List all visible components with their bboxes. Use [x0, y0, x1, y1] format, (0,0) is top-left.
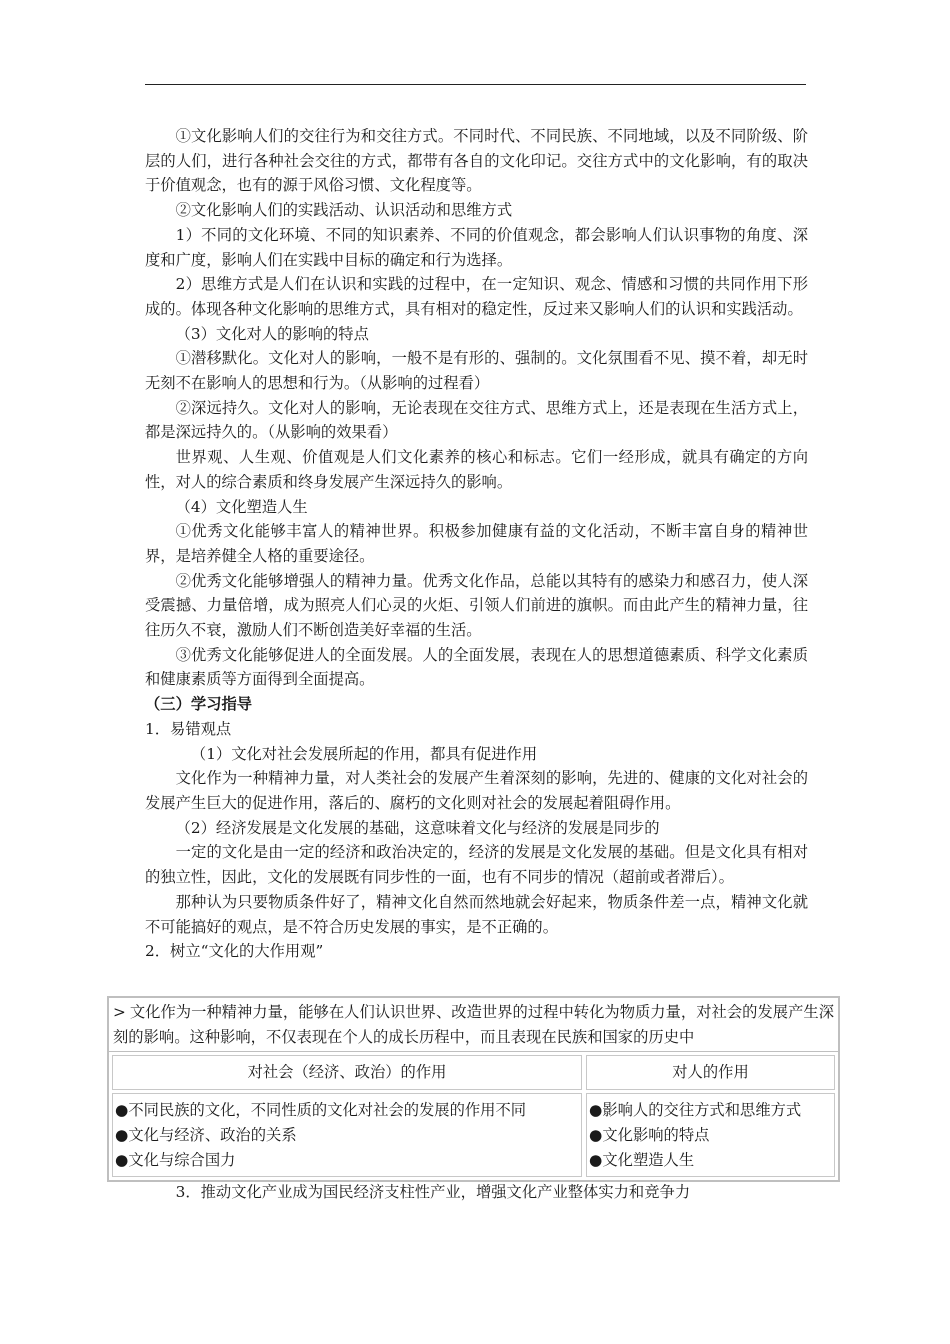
table-left-body — [112, 1093, 582, 1177]
table-grid — [109, 1052, 838, 1180]
table-right-header: 对人的作用 — [586, 1055, 835, 1090]
paragraph: 那种认为只要物质条件好了，精神文化自然而然地就会好起来，物质条件差一点，精神文化就不可能搞好的观点，是不符合历史发展的事实，是不正确的。 — [145, 892, 808, 936]
paragraph: ②优秀文化能够增强人的精神力量。优秀文化作品，总能以其特有的感染力和感召力，使人深受震撼、力量倍增，成为照亮人们心灵的火炬、引领人们前进的旗帜。而由此产生的精神力量，往往历久不衰，激励人们不断创造美好幸福的生活。 — [145, 571, 808, 640]
table-right-column — [586, 1055, 835, 1177]
paragraph: ②深远持久。文化对人的影响，无论表现在交往方式、思维方式上，还是表现在生活方式上，都是深远持久的。（从影响的效果看） — [145, 398, 808, 442]
paragraph: （三）学习指导 — [145, 695, 253, 714]
paragraph: 文化作为一种精神力量，对人类社会的发展产生着深刻的影响，先进的、健康的文化对社会的发展产生巨大的促进作用，落后的、腐朽的文化则对社会的发展起着阻碍作用。 — [145, 769, 808, 812]
table-intro-text: 文化作为一种精神力量，能够在人们认识世界、改造世界的过程中转化为物质力量，对社会的发展产生深刻的影响。这种影响，不仅表现在个人的成长历程中，而且表现在民族和国家的历史中 — [113, 1003, 834, 1046]
list-item: ●影响人的交往方式和思维方式 — [589, 1101, 802, 1120]
arrow-icon: > — [113, 1003, 126, 1021]
header-rule — [145, 84, 806, 85]
list-item: ●文化与综合国力 — [115, 1150, 236, 1169]
closing-paragraph — [145, 1180, 808, 1205]
paragraph: ②文化影响人们的实践活动、认识活动和思维方式 — [175, 201, 513, 220]
list-item: ●文化影响的特点 — [589, 1125, 710, 1144]
paragraph: 2．树立“文化的大作用观” — [145, 942, 324, 961]
table-right-body — [586, 1093, 835, 1177]
table-left-header: 对社会（经济、政治）的作用 — [112, 1055, 582, 1090]
paragraph: ①优秀文化能够丰富人的精神世界。积极参加健康有益的文化活动，不断丰富自身的精神世界，是培养健全人格的重要途径。 — [145, 522, 808, 565]
paragraph: 1）不同的文化环境、不同的知识素养、不同的价值观念，都会影响人们认识事物的角度、深度和广度，影响人们在实践中目标的确定和行为选择。 — [145, 225, 808, 269]
closing-text: 3．推动文化产业成为国民经济支柱性产业，增强文化产业整体实力和竞争力 — [175, 1183, 691, 1201]
paragraph: 2）思维方式是人们在认识和实践的过程中，在一定知识、观念、情感和习惯的共同作用下形成的。体现各种文化影响的思维方式，具有相对的稳定性，反过来又影响人们的认识和实践活动。 — [145, 275, 808, 318]
paragraph: （2）经济发展是文化发展的基础，这意味着文化与经济的发展是同步的 — [175, 818, 660, 837]
list-item: ●不同民族的文化，不同性质的文化对社会的发展的作用不同 — [115, 1101, 527, 1120]
paragraph: 1．易错观点 — [145, 719, 232, 738]
paragraph: （1）文化对社会发展所起的作用，都具有促进作用 — [190, 744, 538, 763]
paragraph: 世界观、人生观、价值观是人们文化素养的核心和标志。它们一经形成，就具有确定的方向性，对人的综合素质和终身发展产生深远持久的影响。 — [145, 448, 808, 491]
document-body — [145, 124, 808, 964]
list-item: ●文化塑造人生 — [589, 1150, 695, 1169]
paragraph: ①潜移默化。文化对人的影响，一般不是有形的、强制的。文化氛围看不见、摸不着，却无时无刻不在影响人的思想和行为。（从影响的过程看） — [145, 349, 808, 393]
paragraph: ①文化影响人们的交往行为和交往方式。不同时代、不同民族、不同地域，以及不同阶级、阶层的人们，进行各种社会交往的方式，都带有各自的文化印记。交往方式中的文化影响，有的取决于价值观念，也有的源于风俗习惯、文化程度等。 — [145, 127, 808, 195]
paragraph: ③优秀文化能够促进人的全面发展。人的全面发展，表现在人的思想道德素质、科学文化素质和健康素质等方面得到全面提高。 — [145, 645, 808, 689]
paragraph: （4）文化塑造人生 — [175, 497, 308, 516]
table-intro — [109, 998, 838, 1052]
list-item: ●文化与经济、政治的关系 — [115, 1125, 297, 1144]
summary-table — [107, 996, 840, 1182]
paragraph: 一定的文化是由一定的经济和政治决定的，经济的发展是文化发展的基础。但是文化具有相对的独立性，因此，文化的发展既有同步性的一面，也有不同步的情况（超前或者滞后）。 — [145, 843, 808, 887]
table-left-column — [112, 1055, 582, 1177]
paragraph: （3）文化对人的影响的特点 — [175, 324, 369, 343]
